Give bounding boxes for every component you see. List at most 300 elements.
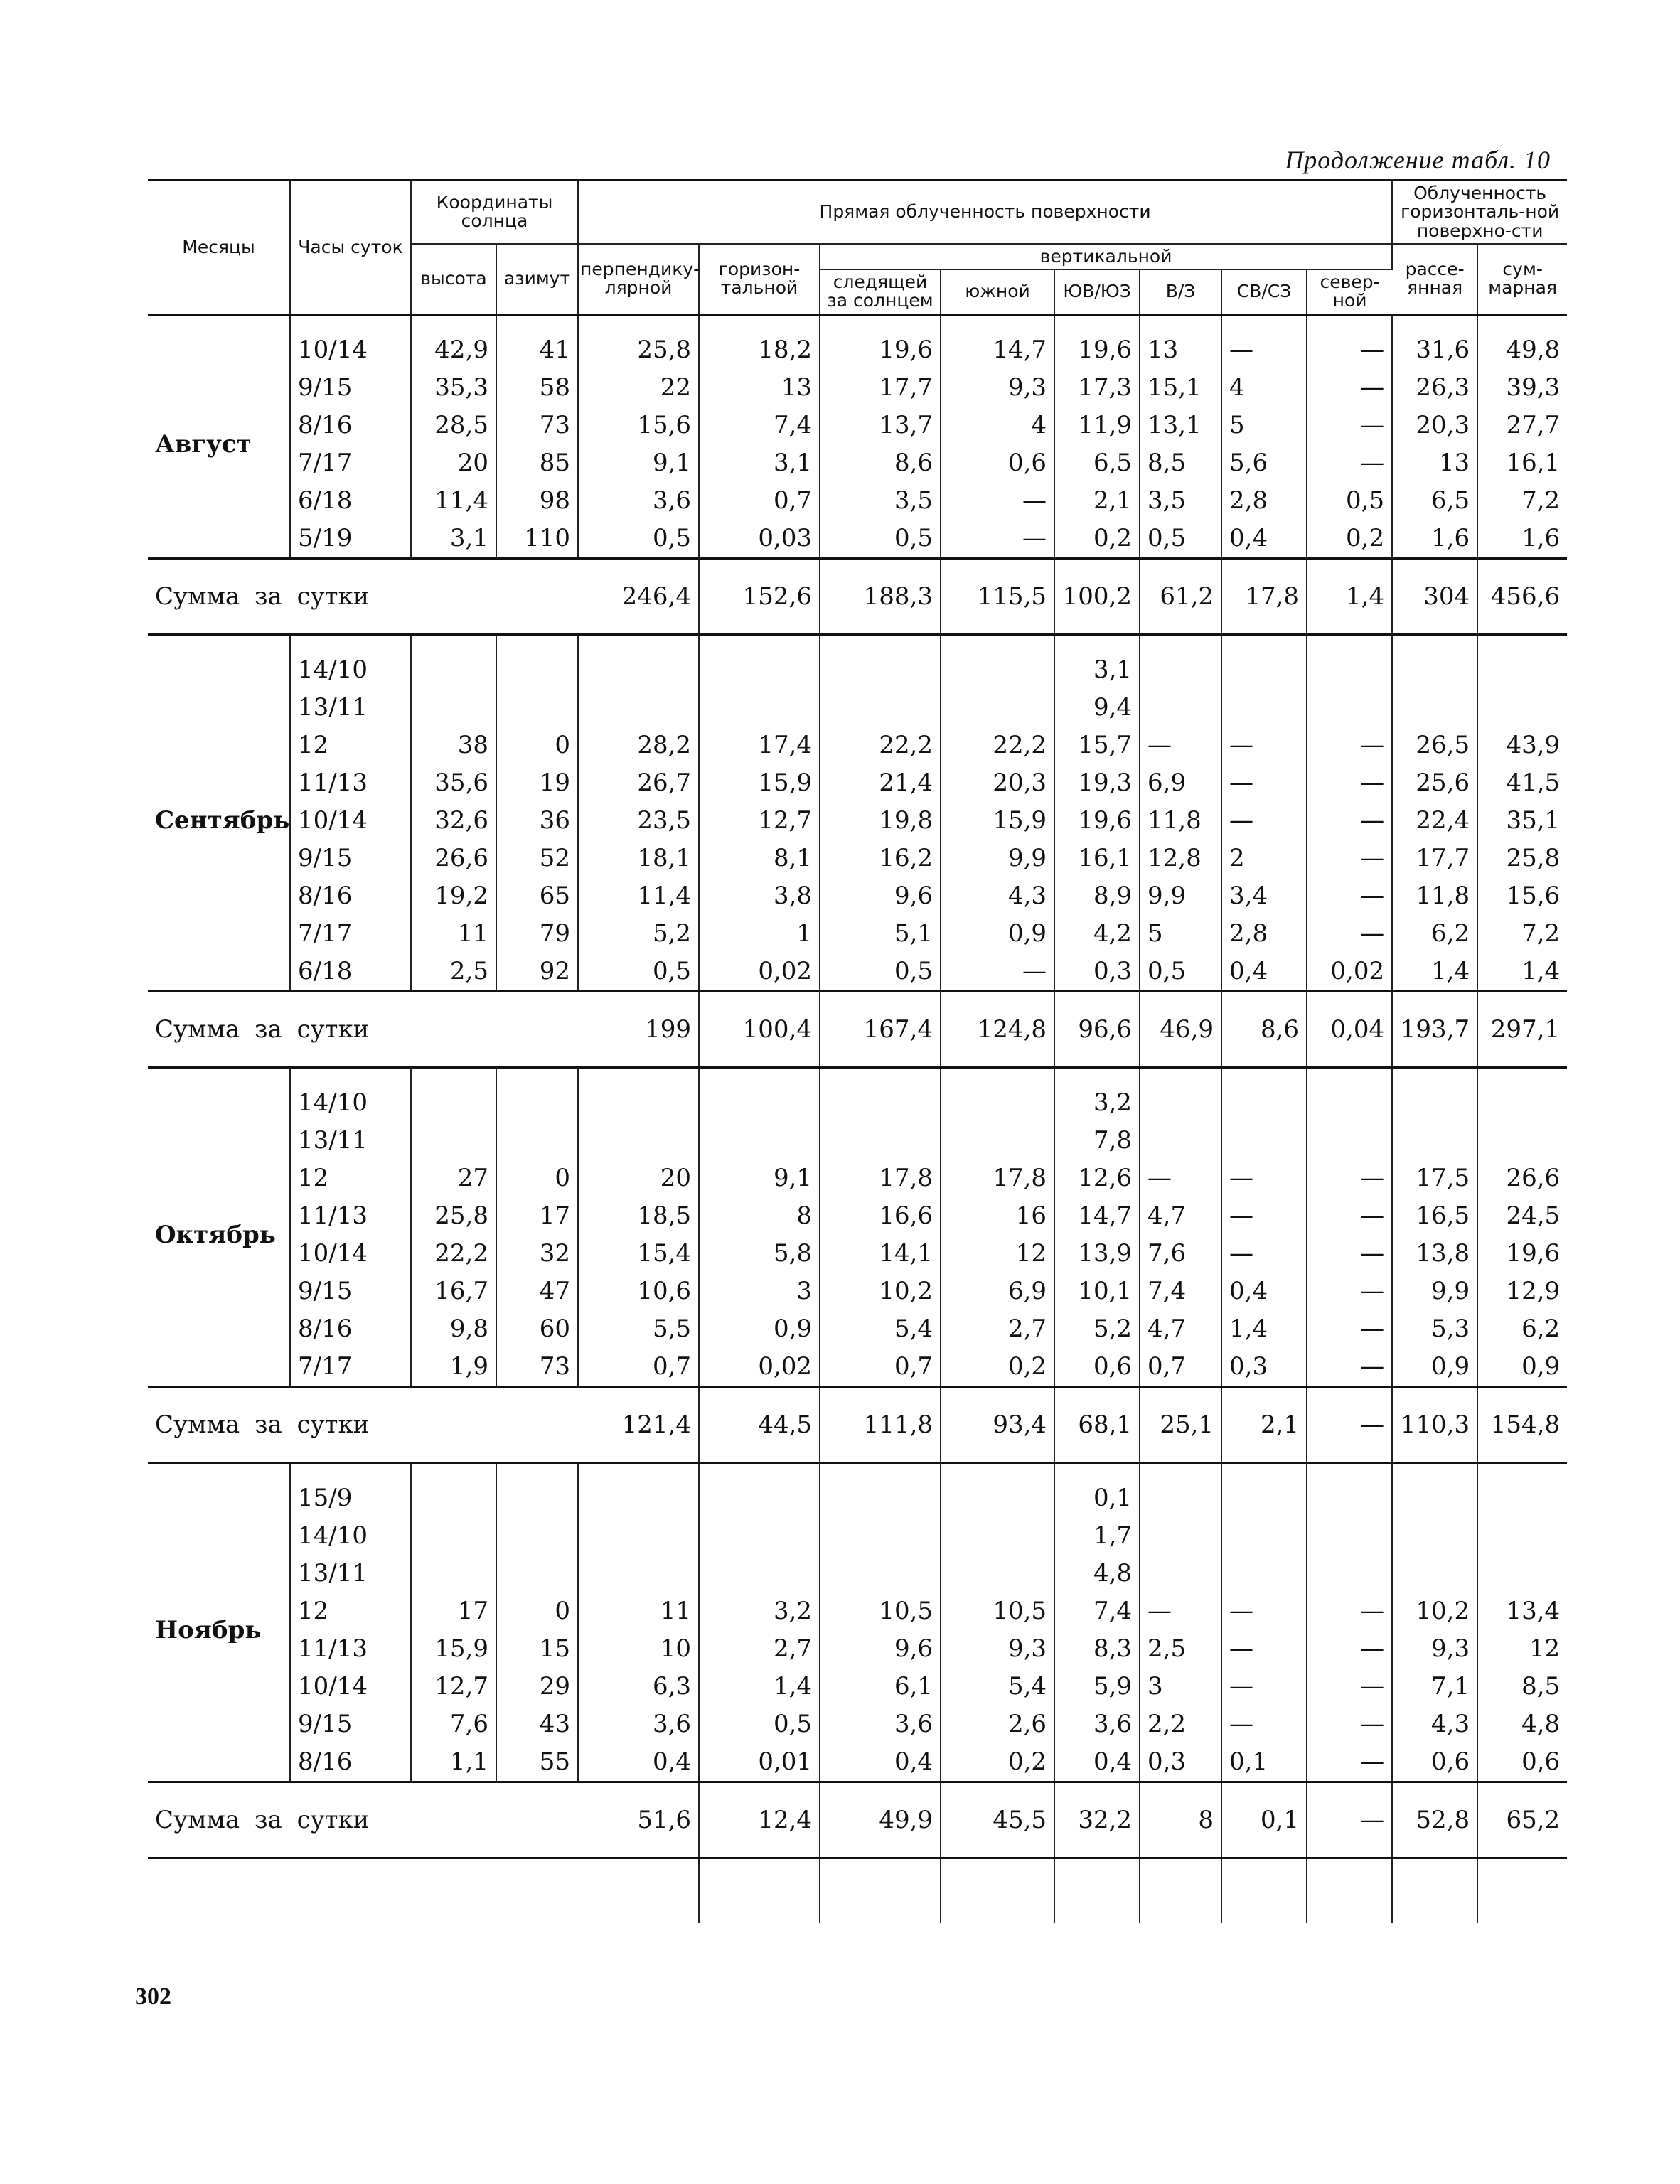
- value-cell: 26,3: [1392, 369, 1477, 407]
- value-cell: 12,6: [1054, 1160, 1140, 1197]
- value-cell: 2,8: [1221, 482, 1307, 520]
- value-cell: 58: [496, 369, 578, 407]
- daily-sum-label: Сумма за сутки: [148, 991, 578, 1067]
- table-row: [148, 1348, 1567, 1387]
- value-cell: 0,6: [1521, 1747, 1561, 1776]
- daily-sum-value: 45,5: [941, 1782, 1054, 1858]
- hours-cell: 9/15: [290, 1273, 411, 1310]
- value-cell: 9,4: [1054, 689, 1140, 727]
- value-cell: 5,2: [1054, 1310, 1140, 1348]
- value-cell: 18,2: [699, 331, 820, 369]
- value-cell: 16,6: [820, 1197, 941, 1235]
- value-cell: 18,5: [578, 1197, 699, 1235]
- daily-sum-value: 246,4: [578, 558, 699, 634]
- value-cell: 6,5: [1392, 482, 1477, 520]
- value-cell: [941, 1517, 1054, 1555]
- table-row: [148, 1743, 1567, 1782]
- daily-sum-value: 12,4: [699, 1782, 820, 1858]
- value-cell: [1140, 1122, 1221, 1160]
- value-cell: 8,3: [1054, 1630, 1140, 1668]
- value-cell: 4,3: [941, 877, 1054, 915]
- value-cell: [820, 1555, 941, 1592]
- value-cell: 0,03: [699, 520, 820, 559]
- daily-sum-value: —: [1307, 1386, 1392, 1462]
- hours-cell: 9/15: [290, 840, 411, 877]
- table-header: [148, 181, 1567, 315]
- value-cell: 27: [411, 1160, 496, 1197]
- value-cell: [578, 1479, 699, 1517]
- value-cell: [578, 1555, 699, 1592]
- value-cell: 23,5: [578, 802, 699, 840]
- value-cell: 16,1: [1054, 840, 1140, 877]
- value-cell: 20: [578, 1160, 699, 1197]
- value-cell: [820, 689, 941, 727]
- hours-cell: 10/14: [290, 1668, 411, 1706]
- value-cell: —: [1307, 1630, 1392, 1668]
- value-cell: 26,7: [578, 764, 699, 802]
- daily-sum-value: 93,4: [941, 1386, 1054, 1462]
- value-cell: —: [1307, 1668, 1392, 1706]
- daily-sum-value: —: [1307, 1782, 1392, 1858]
- value-cell: [1221, 689, 1307, 727]
- daily-sum-value: 167,4: [820, 991, 941, 1067]
- value-cell: 10,2: [820, 1273, 941, 1310]
- month-label: Ноябрь: [148, 1479, 290, 1782]
- daily-sum-value: 297,1: [1477, 991, 1567, 1067]
- value-cell: 4,3: [1392, 1706, 1477, 1743]
- table-row: [148, 1668, 1567, 1706]
- value-cell: [578, 651, 699, 689]
- value-cell: [1392, 689, 1477, 727]
- daily-sum-value: 65,2: [1477, 1782, 1567, 1858]
- value-cell: 22: [578, 369, 699, 407]
- value-cell: 19,2: [411, 877, 496, 915]
- value-cell: 15,6: [578, 407, 699, 444]
- hours-cell: 8/16: [290, 1743, 411, 1782]
- value-cell: —: [1307, 1706, 1392, 1743]
- value-cell: 2,5: [411, 953, 496, 992]
- value-cell: 13,4: [1506, 1597, 1561, 1625]
- value-cell: 8,6: [820, 444, 941, 482]
- value-cell: —: [1221, 1668, 1307, 1706]
- value-cell: 0,3: [1221, 1348, 1307, 1387]
- daily-sum-row: [148, 1386, 1567, 1462]
- value-cell: 22,4: [1392, 802, 1477, 840]
- value-cell: 8: [699, 1197, 820, 1235]
- value-cell: 0,7: [1140, 1348, 1221, 1387]
- value-cell: 2,2: [1140, 1706, 1221, 1743]
- value-cell: —: [1221, 331, 1307, 369]
- value-cell: [411, 1479, 496, 1517]
- value-cell: 20: [411, 444, 496, 482]
- table-row: [148, 444, 1567, 482]
- value-cell: 0,01: [699, 1743, 820, 1782]
- value-cell: [1392, 1517, 1477, 1555]
- value-cell: 12,7: [699, 802, 820, 840]
- value-cell: 0,9: [941, 915, 1054, 953]
- value-cell: [1307, 651, 1392, 689]
- value-cell: 36: [496, 802, 578, 840]
- daily-sum-value: 8: [1140, 1782, 1221, 1858]
- value-cell: 0,9: [1392, 1348, 1477, 1387]
- table-row: [148, 1706, 1567, 1743]
- table-row: [148, 651, 1567, 689]
- value-cell: 3,8: [699, 877, 820, 915]
- value-cell: 14,7: [941, 331, 1054, 369]
- value-cell: 39,3: [1506, 373, 1561, 402]
- value-cell: [1392, 651, 1477, 689]
- value-cell: 3,6: [578, 482, 699, 520]
- daily-sum-value: 154,8: [1477, 1386, 1567, 1462]
- header-tracking: следящей за солнцем: [820, 269, 941, 314]
- table-row: [148, 1273, 1567, 1310]
- value-cell: 13: [1392, 444, 1477, 482]
- daily-sum-label: Сумма за сутки: [148, 1782, 578, 1858]
- table-row: [148, 520, 1567, 559]
- value-cell: 73: [496, 407, 578, 444]
- value-cell: —: [941, 520, 1054, 559]
- value-cell: —: [1307, 877, 1392, 915]
- value-cell: 9,3: [941, 369, 1054, 407]
- value-cell: 14,7: [1054, 1197, 1140, 1235]
- table-caption: Продолжение табл. 10: [1285, 146, 1551, 174]
- daily-sum-value: 100,4: [699, 991, 820, 1067]
- value-cell: 0,5: [578, 520, 699, 559]
- value-cell: 4,8: [1521, 1710, 1561, 1738]
- spacer-row: [148, 314, 1567, 331]
- table-row: [148, 1235, 1567, 1273]
- value-cell: 2,1: [1054, 482, 1140, 520]
- value-cell: 3,5: [820, 482, 941, 520]
- value-cell: 17,8: [941, 1160, 1054, 1197]
- value-cell: 0,5: [820, 953, 941, 992]
- daily-sum-value: 32,2: [1054, 1782, 1140, 1858]
- value-cell: 0,7: [578, 1348, 699, 1387]
- value-cell: 4,8: [1054, 1555, 1140, 1592]
- hours-cell: 9/15: [290, 369, 411, 407]
- value-cell: 26,6: [411, 840, 496, 877]
- value-cell: 16: [941, 1197, 1054, 1235]
- value-cell: 11: [578, 1592, 699, 1630]
- table-row: [148, 764, 1567, 802]
- value-cell: —: [1307, 407, 1392, 444]
- value-cell: 7,4: [699, 407, 820, 444]
- value-cell: 13,8: [1392, 1235, 1477, 1273]
- irradiance-table: [148, 179, 1567, 1923]
- daily-sum-value: 2,1: [1221, 1386, 1307, 1462]
- value-cell: 9,6: [820, 1630, 941, 1668]
- value-cell: [1221, 1479, 1307, 1517]
- value-cell: 0,5: [1140, 520, 1221, 559]
- header-direct: Прямая облученность поверхности: [578, 181, 1392, 244]
- value-cell: 18,1: [578, 840, 699, 877]
- value-cell: 0,9: [1521, 1352, 1561, 1381]
- value-cell: [496, 651, 578, 689]
- daily-sum-value: 456,6: [1477, 558, 1567, 634]
- table-row: [148, 915, 1567, 953]
- daily-sum-value: 304: [1392, 558, 1477, 634]
- value-cell: 15,9: [411, 1630, 496, 1668]
- value-cell: [578, 1122, 699, 1160]
- value-cell: 9,3: [941, 1630, 1054, 1668]
- value-cell: [496, 1479, 578, 1517]
- header-e-w: В/З: [1140, 269, 1221, 314]
- value-cell: 31,6: [1392, 331, 1477, 369]
- value-cell: 3,2: [699, 1592, 820, 1630]
- value-cell: [1392, 1555, 1477, 1592]
- value-cell: 14,1: [820, 1235, 941, 1273]
- value-cell: 0,02: [699, 953, 820, 992]
- value-cell: [941, 689, 1054, 727]
- table-row: [148, 1310, 1567, 1348]
- value-cell: 0,5: [1140, 953, 1221, 992]
- header-north: север-ной: [1307, 269, 1392, 314]
- value-cell: 0,4: [1054, 1743, 1140, 1782]
- value-cell: —: [1307, 444, 1392, 482]
- value-cell: 11,8: [1140, 802, 1221, 840]
- value-cell: 0,3: [1140, 1743, 1221, 1782]
- value-cell: 16,5: [1392, 1197, 1477, 1235]
- value-cell: [699, 1517, 820, 1555]
- month-label: Сентябрь: [148, 651, 290, 992]
- value-cell: 0,4: [578, 1743, 699, 1782]
- value-cell: 2,6: [941, 1706, 1054, 1743]
- header-month: Месяцы: [148, 181, 290, 315]
- value-cell: 15,7: [1054, 727, 1140, 764]
- value-cell: 9,9: [941, 840, 1054, 877]
- hours-cell: 11/13: [290, 1630, 411, 1668]
- value-cell: 25,8: [1506, 844, 1561, 872]
- value-cell: 7,1: [1392, 1668, 1477, 1706]
- value-cell: 19,6: [1506, 1239, 1561, 1268]
- value-cell: 7,4: [1054, 1592, 1140, 1630]
- value-cell: 42,9: [411, 331, 496, 369]
- value-cell: [411, 651, 496, 689]
- value-cell: 0,6: [1392, 1743, 1477, 1782]
- value-cell: 0,4: [1221, 1273, 1307, 1310]
- value-cell: 5,1: [820, 915, 941, 953]
- value-cell: —: [941, 953, 1054, 992]
- hours-cell: 10/14: [290, 331, 411, 369]
- hours-cell: 7/17: [290, 1348, 411, 1387]
- value-cell: 11,4: [578, 877, 699, 915]
- value-cell: [1140, 1479, 1221, 1517]
- value-cell: 13,1: [1140, 407, 1221, 444]
- hours-cell: 7/17: [290, 444, 411, 482]
- value-cell: 6,9: [941, 1273, 1054, 1310]
- value-cell: [820, 1084, 941, 1122]
- value-cell: —: [1307, 1273, 1392, 1310]
- value-cell: [411, 1084, 496, 1122]
- value-cell: 1,6: [1521, 524, 1561, 552]
- hours-cell: 8/16: [290, 1310, 411, 1348]
- value-cell: 15,4: [578, 1235, 699, 1273]
- value-cell: —: [1221, 1630, 1307, 1668]
- value-cell: 0,4: [1221, 953, 1307, 992]
- value-cell: [1140, 1517, 1221, 1555]
- hours-cell: 9/15: [290, 1706, 411, 1743]
- value-cell: [578, 1084, 699, 1122]
- value-cell: [1307, 1479, 1392, 1517]
- value-cell: 15,9: [941, 802, 1054, 840]
- value-cell: 7,8: [1054, 1122, 1140, 1160]
- value-cell: 3: [1140, 1668, 1221, 1706]
- value-cell: 65: [496, 877, 578, 915]
- hours-cell: 7/17: [290, 915, 411, 953]
- value-cell: 3: [699, 1273, 820, 1310]
- table-row: [148, 331, 1567, 369]
- value-cell: [1392, 1122, 1477, 1160]
- value-cell: 0,2: [1054, 520, 1140, 559]
- hours-cell: 11/13: [290, 764, 411, 802]
- value-cell: [1477, 651, 1567, 689]
- value-cell: [578, 689, 699, 727]
- value-cell: 11: [411, 915, 496, 953]
- value-cell: —: [1307, 840, 1392, 877]
- value-cell: —: [1307, 1743, 1392, 1782]
- value-cell: 17,7: [1392, 840, 1477, 877]
- value-cell: —: [1221, 727, 1307, 764]
- hours-cell: 14/10: [290, 1517, 411, 1555]
- value-cell: [578, 1517, 699, 1555]
- value-cell: 92: [496, 953, 578, 992]
- value-cell: 10,5: [820, 1592, 941, 1630]
- value-cell: —: [1221, 1235, 1307, 1273]
- value-cell: [699, 1122, 820, 1160]
- value-cell: 0,5: [578, 953, 699, 992]
- daily-sum-label: Сумма за сутки: [148, 1386, 578, 1462]
- value-cell: 0,5: [699, 1706, 820, 1743]
- value-cell: 28,2: [578, 727, 699, 764]
- daily-sum-value: 0,04: [1307, 991, 1392, 1067]
- value-cell: —: [1221, 1197, 1307, 1235]
- table-row: [148, 1160, 1567, 1197]
- value-cell: 0,2: [941, 1743, 1054, 1782]
- value-cell: [1307, 689, 1392, 727]
- hours-cell: 10/14: [290, 802, 411, 840]
- value-cell: 0,9: [699, 1310, 820, 1348]
- header-coords: Координаты солнца: [411, 181, 578, 244]
- value-cell: 55: [496, 1743, 578, 1782]
- value-cell: 8,5: [1521, 1672, 1561, 1701]
- value-cell: 26,5: [1392, 727, 1477, 764]
- value-cell: [496, 689, 578, 727]
- value-cell: 9,1: [578, 444, 699, 482]
- value-cell: —: [1307, 802, 1392, 840]
- value-cell: 15: [496, 1630, 578, 1668]
- table-row: [148, 482, 1567, 520]
- value-cell: 26,6: [1506, 1164, 1561, 1192]
- value-cell: 3,6: [820, 1706, 941, 1743]
- value-cell: 25,6: [1392, 764, 1477, 802]
- value-cell: 1,9: [411, 1348, 496, 1387]
- value-cell: 2: [1221, 840, 1307, 877]
- header-hours: Часы суток: [290, 181, 411, 315]
- page-number: 302: [135, 1984, 171, 2010]
- header-diffuse: рассе-янная: [1392, 244, 1477, 314]
- table-row: [148, 1479, 1567, 1517]
- value-cell: 28,5: [411, 407, 496, 444]
- value-cell: 0,1: [1221, 1743, 1307, 1782]
- value-cell: [1307, 1084, 1392, 1122]
- value-cell: 4: [1221, 369, 1307, 407]
- value-cell: 9,1: [699, 1160, 820, 1197]
- value-cell: 20,3: [941, 764, 1054, 802]
- hours-cell: 15/9: [290, 1479, 411, 1517]
- value-cell: 17,7: [820, 369, 941, 407]
- value-cell: 0,7: [820, 1348, 941, 1387]
- value-cell: 0,4: [820, 1743, 941, 1782]
- value-cell: [1477, 1084, 1567, 1122]
- value-cell: [496, 1084, 578, 1122]
- value-cell: 24,5: [1506, 1201, 1561, 1230]
- hours-cell: 12: [290, 1160, 411, 1197]
- value-cell: —: [1307, 915, 1392, 953]
- value-cell: 29: [496, 1668, 578, 1706]
- month-label: Октябрь: [148, 1084, 290, 1387]
- value-cell: [1140, 651, 1221, 689]
- value-cell: [496, 1122, 578, 1160]
- value-cell: [699, 1084, 820, 1122]
- value-cell: —: [1307, 1160, 1392, 1197]
- value-cell: 19: [496, 764, 578, 802]
- value-cell: 6,3: [578, 1668, 699, 1706]
- value-cell: 11,4: [411, 482, 496, 520]
- value-cell: 47: [496, 1273, 578, 1310]
- daily-sum-label: Сумма за сутки: [148, 558, 578, 634]
- value-cell: 21,4: [820, 764, 941, 802]
- value-cell: 1,4: [1221, 1310, 1307, 1348]
- value-cell: 5,5: [578, 1310, 699, 1348]
- value-cell: 0,2: [1307, 520, 1392, 559]
- value-cell: 10,6: [578, 1273, 699, 1310]
- value-cell: [941, 651, 1054, 689]
- value-cell: 11,9: [1054, 407, 1140, 444]
- value-cell: 5: [1140, 915, 1221, 953]
- value-cell: 0,1: [1054, 1479, 1140, 1517]
- header-vertical: вертикальной: [820, 244, 1392, 269]
- hours-cell: 11/13: [290, 1197, 411, 1235]
- hours-cell: 14/10: [290, 651, 411, 689]
- value-cell: 5,4: [820, 1310, 941, 1348]
- spacer-row: [148, 1067, 1567, 1084]
- table-row: [148, 1084, 1567, 1122]
- daily-sum-value: 68,1: [1054, 1386, 1140, 1462]
- value-cell: —: [1307, 1235, 1392, 1273]
- value-cell: —: [1307, 727, 1392, 764]
- value-cell: 25,8: [578, 331, 699, 369]
- daily-sum-value: 110,3: [1392, 1386, 1477, 1462]
- value-cell: —: [1140, 727, 1221, 764]
- value-cell: 10: [578, 1630, 699, 1668]
- daily-sum-value: 8,6: [1221, 991, 1307, 1067]
- value-cell: [1307, 1122, 1392, 1160]
- daily-sum-row: [148, 558, 1567, 634]
- daily-sum-value: 188,3: [820, 558, 941, 634]
- value-cell: —: [1221, 802, 1307, 840]
- value-cell: 22,2: [941, 727, 1054, 764]
- value-cell: 1,7: [1054, 1517, 1140, 1555]
- value-cell: [1221, 1555, 1307, 1592]
- value-cell: [820, 1122, 941, 1160]
- value-cell: 2,5: [1140, 1630, 1221, 1668]
- value-cell: 9,9: [1140, 877, 1221, 915]
- value-cell: 35,3: [411, 369, 496, 407]
- value-cell: 1,4: [699, 1668, 820, 1706]
- value-cell: [1307, 1517, 1392, 1555]
- value-cell: [1140, 689, 1221, 727]
- value-cell: 0,02: [699, 1348, 820, 1387]
